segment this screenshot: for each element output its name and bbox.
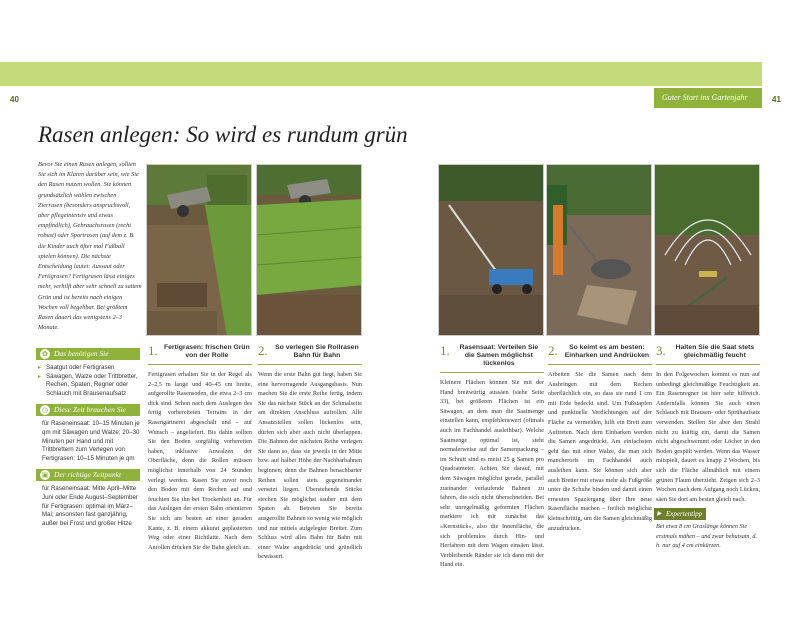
divider [548,364,652,365]
step-title: So keimt es am besten: Einharken und Andrücken [564,344,650,359]
section-label: Guter Start ins Gartenjahr [654,88,762,108]
list-item: ▸ Säwagen, Walze oder Trittbretter, Rechen, Spaten, Regner oder Schlauch mit Brausenaufsatz [36,373,140,399]
photo-lawn-roller [546,164,652,336]
expert-tip-label: ▶ Expertentipp [654,508,706,520]
step-number: 3. [656,343,666,358]
page-number-right: 41 [772,95,781,104]
photo-sod-rolls [146,164,252,336]
step-seed-2 [548,344,652,533]
step-text: Wenn die erste Bahn gut liegt, haben Sie eine hervorragende Ausgangsbasis. Nun machen Sie die erste Reihe fertig, indem Sie das nächste Stück an der Schmalseite am direkten Anschluss aufrollen. Alle Ansatzstellen sollen lückenlos sein, dürfen sich aber auch nicht überlappen. Die Bahnen der nächsten Reihe verlegen Sie dann so, dass sie jeweils in der Mitte bzw. auf halber Höhe der Nachbarbahnen beginnen; denn die Bahnen benachbarter Reihen sollen stets gegeneinander versetzt liegen. Überstehende Stücke stechen Sie möglichst sauber mit dem Spaten ab. Betreten Sie bereits ausgerollte Bahnen so wenig wie möglich und nur mittels aufgelegter Bretter. Zum Schluss wird alles Bahn für Bahn mit einer Walze angedrückt und gründlich bewässert. [258,371,362,561]
step-title: Fertigrasen: frischen Grün von der Rolle [164,344,250,359]
step-text: Fertigrasen erhalten Sie in der Regel als 2–2,5 m lange und 40–45 cm breite, aufgerollte Rasensoden, die etwa 2–3 cm dick sind. Schon nach dem Auslegen des fertig vorbereiteten Terrains in der Rasengärtnerei abgeschält und – auf Wunsch – angeliefert. Bis dahin sollten Sie den Boden sorgfältig vorbereiten haben, inklusive Anwalzen der Oberfläche, denn die Rollen müssen möglichst innerhalb von 24 Stunden verlegt werden. Rasen Sie zuvor noch den Boden mit dem Rechen auf und feuchten Sie ihn bei Trockenheit an. Für das Auslegen der ersten Bahn orientieren Sie sich am besten an einer geraden Kante, z. B. einem akkurat geplasterten Weg oder einer Richtlatte. Nach dem Anrollen drücken Sie die Bahn gleich an. [148,371,252,551]
page-title: Rasen anlegen: So wird es rundum grün [38,122,408,147]
step-title: So verlegen Sie Rollrasen Bahn für Bahn [275,344,359,359]
step-number: 2. [548,343,558,358]
when-text: für Raseneinsaat: Mitte April–Mitte Juni oder Ende August–September für Fertigrasen: optimal im März–Mai; ansonsten fast ganzjährig, außer bei Frost und großer Hitze [42,485,138,527]
step-number: 1. [148,343,158,358]
step-text: Arbeiten Sie die Samen nach dem Ausbringen mit dem Rechen oberflächlich ein, so dass sie rund 1 cm mit Erde bedeckt sind. Um Fußstapfen und punktuelle Verdichtungen auf der Fläche zu vermeiden, hilft ein Brett zum Auftreten. Nach dem Einharken werden die Samen angedrückt. Am einfachsten geht das mit einer Walze, die man sich mancherorts im Fachhandel auch ausleihen kann. Sie können sich aber auch Bretter mit etwas mehr als Fußgröße unter die Schuhe binden und damit einen erneuten Spaziergang über Ihre neue Rasenfläche machen – freilich möglichst kleinschrittig, um die Samen gleichmäßig anzudrücken. [548,371,652,532]
step-seed-3 [656,344,760,504]
page-number-left: 40 [10,95,19,104]
needs-list [36,364,140,398]
divider [258,364,362,365]
step-number: 2. [258,343,268,358]
when-heading: ▣ Der richtige Zeitpunkt [36,469,140,481]
time-heading: ◷ Diese Zeit brauchen Sie [36,404,140,416]
divider [656,364,760,365]
clock-icon: ◷ [41,406,49,415]
step-title: Halten Sie die Saat stets gleichmäßig feucht [675,344,755,359]
time-text: für Raseneinsaat: 10–15 Minuten je qm mit Säwagen und Walze; 20–30 Minuten per Hand und mit Trittbrettern zum Verlegen von Fertigrasen: 10–15 Minuten je qm [42,420,140,462]
step-text: Kleinere Flächen können Sie mit der Hand breitwürfig aussäen (siehe Seite 33), bei größeren Flächen ist ein Säwagen, an dem man die Saatmenge einstellen kann, empfehlenswert (oftmals auch im Fachhandel ausleihbar). Welche Saatmenge optimal ist, steht normalerweise auf der Samenpackung – im Schnitt sind es meist 25 g Samen pro Quadratmeter. Achten Sie darauf, mit dem Säwagen möglichst gerade, parallel zueinander verlaufende Bahnen zu fahren, die sich nicht überschneiden. Bei sehr unregelmäßig geformten Flächen markiere ich mir zunächst das »Kernstück«, also die Innenfläche, die sich problemlos durch Hin- und Herfahren mit dem Wagen einsäen lässt. Verbleibende Ränder sie ich dann mit der Hand ein. [440,379,544,569]
photo-seed-spreader [438,164,544,336]
divider [148,364,252,365]
expert-tip-text: Bei etwa 8 cm Graslänge können Sie erstmals mähen – und zwar behutsam, d. h. nur auf 4 cm einkürzen. [656,523,758,550]
step-title: Rasensaat: Verteilen Sie die Samen möglichst lückenlos [459,344,539,367]
step-sod-1 [148,344,252,552]
step-number: 1. [440,343,450,358]
photo-sod-laying [256,164,362,336]
list-item: ▸ Saatgut oder Fertigrasen [36,364,140,373]
info-panel [36,348,140,534]
divider [440,372,544,373]
needs-heading: ✿ Das benötigen Sie [36,348,140,360]
top-margin [0,0,800,62]
photo-sprinkler [654,164,760,336]
intro-text: Bevor Sie einen Rasen anlegen, sollten Sie sich im Klaren darüber sein, wie Sie den Rasen nutzen wollen. Sie können grundsätzlich wählen zwischen Zierrasen (besonders anspruchsvoll, aber pflegeintensiv und etwas empfindlich), Gebrauchsrasen (recht robust) oder Sportrasen (auf dem z. B. die Kinder auch öfter mal Fußball spielen können). Die nächste Entscheidung lautet: Aussaat oder Fertigrasen? Fertigrasen lässt einiges mehr, verhilft aber sehr schnell zu sattem Grün und ist bereits nach einigen Wochen voll begehbar. Bei größtem Rasen dauert das wenigstens 2–3 Monate. [38,161,142,332]
header-band [0,62,762,86]
step-sod-2 [258,344,362,562]
leaf-icon: ✿ [40,349,50,359]
step-text: In den Folgewochen kommt es nun auf unbedingt gleichmäßige Feuchtigkeit an. Ein Rasenregner ist hier sehr hilfreich. Andernfalls können Sie auch einen Schlauch mit Brausen- oder Sprühaufsatz verwenden. Stellen Sie aber den Strahl nicht zu kräftig ein, damit die Samen nicht abgeschwemmt oder Löcher in den Boden gespült werden. Wenn das Wasser mitspielt, dauert es knapp 2 Wochen, bis sich die Fläche allmählich mit einem grünen Flaum überzieht. Zeigen sich 2–3 Wochen nach dem Aufgang noch Lücken, säen Sie dort am besten gleich nach. [656,371,760,503]
calendar-icon: ▣ [41,471,49,480]
step-seed-1 [440,344,544,570]
